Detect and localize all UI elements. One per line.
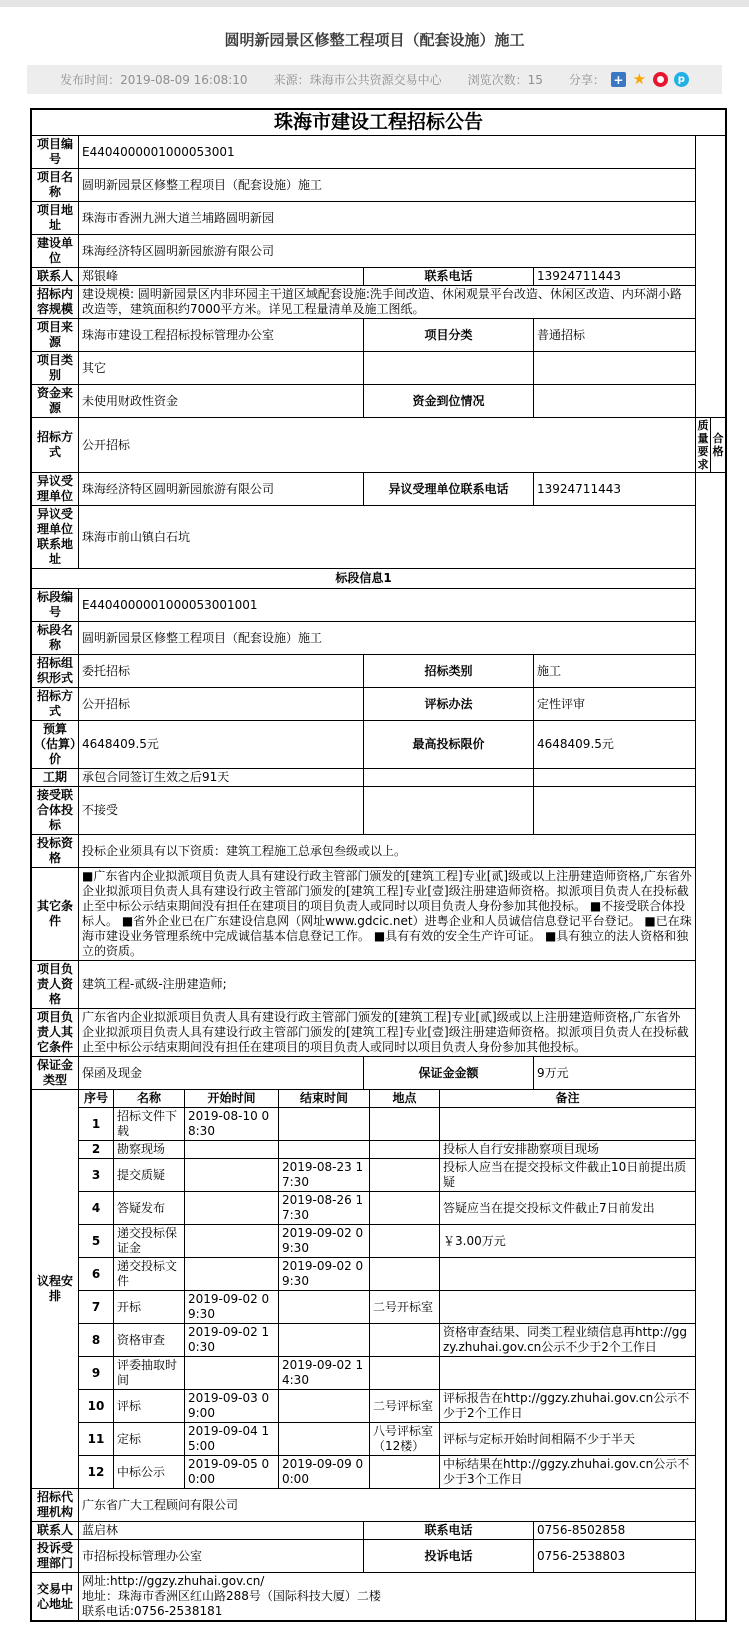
row-duration-label: 工期 [32,769,79,786]
row-bidder-qualification [32,835,695,868]
schedule-row [79,1357,695,1390]
schedule-cell: 3 [79,1159,114,1191]
row-bid-method-quality-value: 公开招标 [82,437,131,452]
row-bid-method-value: 公开招标 [79,688,364,720]
schedule-row [79,1390,695,1423]
schedule-row [79,1324,695,1357]
row-pm-other-conditions [32,1009,695,1057]
row-budget-price-label2: 最高投标限价 [364,721,534,768]
row-bid-organization-label: 招标组织形式 [32,655,79,687]
quality-requirement-value: 合格 [712,432,724,458]
section-lot-info: 标段信息1 [32,569,695,589]
row-budget-price [32,721,695,769]
row-project-category-label: 项目类别 [32,352,79,384]
schedule-cell: 投标人应当在提交投标文件截止10日前提出质疑 [443,1160,687,1189]
row-bid-method-label2: 评标办法 [364,688,534,720]
row-objection-address-value: 珠海市前山镇白石坑 [82,529,191,544]
schedule-cell [440,1291,695,1323]
meta-bar [27,65,722,94]
row-project-source-value: 珠海市建设工程招标投标管理办公室 [79,319,364,351]
schedule-cell: 答疑发布 [114,1192,185,1224]
share-label: 分享： [568,73,605,87]
row-complaint-dept-value: 市招标投标管理办公室 [79,1540,364,1572]
schedule-cell: 10 [79,1390,114,1422]
schedule-header-row [79,1090,695,1108]
row-duration-label2 [364,769,534,786]
schedule-cell: 2019-09-02 09:30 [279,1225,370,1257]
notice-title: 珠海市建设工程招标公告 [32,110,725,136]
schedule-row [79,1141,695,1159]
top-strip [0,0,749,7]
schedule-cell: 2019-09-03 09:00 [185,1390,279,1422]
row-consortium-value: 不接受 [79,787,364,834]
quality-cells [696,417,725,473]
schedule-cell: 八号评标室（12楼） [370,1423,440,1455]
row-agency [32,1489,695,1522]
page-title: 圆明新园景区修整工程项目（配套设施）施工 [224,31,525,49]
row-project-address-label: 项目地址 [32,202,79,234]
schedule-cell [370,1456,440,1488]
row-lot-code-value: E4404000001000053001001 [82,597,258,612]
share-weibo-icon[interactable] [653,72,668,87]
row-project-name-label: 项目名称 [32,169,79,201]
row-objection-address-label: 异议受理单位联系地址 [32,506,79,568]
row-bid-method-value2: 定性评审 [537,696,586,711]
row-project-source-value2: 普通招标 [537,327,586,342]
row-bid-method-quality-label: 招标方式 [32,418,79,472]
row-agency-label: 招标代理机构 [32,1489,79,1521]
schedule-cell: 2 [79,1141,114,1158]
row-lot-name-value: 圆明新园景区修整工程项目（配套设施）施工 [82,630,323,645]
schedule-cell: 提交质疑 [114,1159,185,1191]
schedule-row [79,1108,695,1141]
row-bid-method-quality [32,418,695,473]
schedule-cell [440,1357,695,1389]
row-complaint-dept-value2: 0756-2538803 [537,1548,626,1563]
schedule-cell [185,1225,279,1257]
row-project-category-label2 [364,352,534,384]
schedule-cell: 7 [79,1291,114,1323]
row-construction-unit [32,235,695,268]
row-fund-source-value2 [534,385,695,417]
schedule-cell: 评委抽取时间 [114,1357,185,1389]
schedule-cell: 评标报告在http://ggzy.zhuhai.gov.cn公示不少于2个工作日 [443,1391,690,1420]
row-center-address-label: 交易中心地址 [32,1573,79,1620]
row-agency-contact-value2: 0756-8502858 [537,1523,626,1537]
schedule-header-cell: 备注 [555,1091,580,1105]
schedule-cell: 中标公示 [114,1456,185,1488]
view-count: 浏览次数：15 [467,73,543,87]
row-deposit-value: 保函及现金 [79,1057,364,1089]
row-pm-qualification [32,961,695,1009]
schedule-cell [279,1291,370,1323]
row-budget-price-value: 4648409.5元 [79,721,364,768]
schedule-cell: 2019-08-26 17:30 [279,1192,370,1224]
schedule-cell: 招标文件下载 [114,1108,185,1140]
schedule-cell [370,1192,440,1224]
row-consortium-label: 接受联合体投标 [32,787,79,834]
schedule-cell [370,1324,440,1356]
publish-time: 发布时间：2019-08-09 16:08:10 [60,73,248,87]
row-fund-source-label: 资金来源 [32,385,79,417]
row-duration-value2 [534,769,695,786]
row-contact-value: 郑银峰 [79,268,364,285]
schedule-cell [370,1258,440,1290]
row-bid-organization-label2: 招标类别 [364,655,534,687]
schedule-cell: 评标 [114,1390,185,1422]
row-other-conditions-label: 其它条件 [32,868,79,960]
schedule-header-cell: 结束时间 [279,1090,370,1107]
weibo-dot [657,76,664,83]
row-other-conditions-value: ■广东省内企业拟派项目负责人具有建设行政主管部门颁发的[建筑工程]专业[贰]级或以上注册建造师资格,广东省外企业拟派项目负责人具有建设行政主管部门颁发的[建筑工程]专业[壹]级注册建造师资格。拟派项目负责人在投标截止至中标公示结束期间没有担任在建项目的项目负责人或同时以项目负责人身份参加其他投标。 ■不接受联合体投标人。 ■省外企业已在广东建设信息网（网址www.gdcic.net）进粤企业和人员诚信信息登记平台登记。 ■已在珠海市建设业务管理系统中完成诚信基本信息登记工作。 ■具有有效的安全生产许可证。 ■具有独立的法人资格和独立的资质。 [82,869,692,958]
schedule-cell: 2019-09-02 14:30 [279,1357,370,1389]
row-bid-method-label: 招标方式 [32,688,79,720]
schedule-cell: 2019-08-23 17:30 [279,1159,370,1191]
schedule-cell: 1 [79,1108,114,1140]
row-lot-code [32,589,695,622]
schedule-cell: 9 [79,1357,114,1389]
schedule-cell: 二号评标室 [370,1390,440,1422]
row-project-name [32,169,695,202]
row-lot-name [32,622,695,655]
row-pm-qualification-label: 项目负责人资格 [32,961,79,1008]
row-budget-price-label: 预算（估算）价 [32,721,79,768]
schedule-cell [370,1357,440,1389]
row-construction-unit-value: 珠海经济特区圆明新园旅游有限公司 [82,243,275,258]
share-tencent-icon[interactable]: p [674,72,689,87]
schedule-cell: 12 [79,1456,114,1488]
schedule-cell: 6 [79,1258,114,1290]
row-project-source [32,319,695,352]
row-deposit-label2: 保证金金额 [364,1057,534,1089]
row-complaint-dept-label: 投诉受理部门 [32,1540,79,1572]
row-deposit-value2: 9万元 [537,1065,569,1080]
right-margin-column [695,136,725,1620]
row-bid-content-scale-value: 建设规模: 圆明新园景区内非环园主干道区域配套设施:洗手间改造、休闲观景平台改造、休闲区改造、内环湖小路改造等，建筑面积约7000平方米。详见工程量清单及施工图纸。 [82,287,682,316]
source: 来源：珠海市公共资源交易中心 [273,73,442,87]
schedule-header-cell: 名称 [114,1090,185,1107]
row-project-source-label2: 项目分类 [364,319,534,351]
row-fund-source [32,385,695,418]
notice-body [32,136,725,1620]
schedule-cell: 开标 [114,1291,185,1323]
schedule-cell [279,1141,370,1158]
row-lot-name-label: 标段名称 [32,622,79,654]
row-bid-content-scale [32,286,695,319]
schedule-cell [185,1258,279,1290]
row-pm-qualification-value: 建筑工程-贰级-注册建造师; [82,977,227,991]
row-complaint-dept [32,1540,695,1573]
notice-rows [32,136,695,1620]
row-bid-organization [32,655,695,688]
bid-notice-table [30,108,727,1622]
schedule-row [79,1159,695,1192]
row-agency-contact-value: 蓝启林 [79,1522,364,1539]
row-schedule-label: 议程安排 [32,1090,79,1488]
row-duration [32,769,695,787]
row-schedule-table [79,1090,695,1488]
row-pm-other-conditions-value: 广东省内企业拟派项目负责人具有建设行政主管部门颁发的[建筑工程]专业[贰]级或以上注册建造师资格,广东省外企业拟派项目负责人具有建设行政主管部门颁发的[建筑工程]专业[壹]级注册建造师资格。拟派项目负责人在投标截止至中标公示结束期间没有担任在建项目的项目负责人或同时以项目负责人身份参加其他投标。 [82,1010,689,1054]
schedule-cell: 评标与定标开始时间相隔不少于半天 [443,1431,636,1446]
row-bid-method [32,688,695,721]
row-project-address [32,202,695,235]
schedule-cell: 8 [79,1324,114,1356]
row-agency-value: 广东省广大工程顾问有限公司 [82,1497,239,1512]
schedule-cell: 中标结果在http://ggzy.zhuhai.gov.cn公示不少于3个工作日 [443,1457,690,1486]
schedule-cell [370,1141,440,1158]
schedule-cell: 2019-08-10 08:30 [185,1108,279,1140]
row-deposit [32,1057,695,1090]
row-project-address-value: 珠海市香洲九洲大道兰埔路圆明新园 [82,210,275,225]
schedule-cell: 2019-09-05 00:00 [185,1456,279,1488]
schedule-cell [370,1108,440,1140]
row-center-address-line: 地址：珠海市香洲区红山路288号（国际科技大厦）二楼 [82,1589,381,1603]
schedule-cell: 4 [79,1192,114,1224]
schedule-cell: 递交投标文件 [114,1258,185,1290]
row-objection-unit-label: 异议受理单位 [32,473,79,505]
row-duration-value: 承包合同签订生效之后91天 [79,769,364,786]
row-center-address-line: 联系电话:0756-2538181 [82,1604,223,1618]
row-schedule [32,1090,695,1489]
row-project-name-value: 圆明新园景区修整工程项目（配套设施）施工 [82,177,323,192]
schedule-row [79,1225,695,1258]
row-bid-content-scale-label: 招标内容规模 [32,286,79,318]
schedule-cell: 投标人自行安排勘察项目现场 [443,1142,600,1156]
schedule-cell: 2019-09-04 15:00 [185,1423,279,1455]
row-project-category-value2 [534,352,695,384]
row-project-code [32,136,695,169]
row-complaint-dept-label2: 投诉电话 [364,1540,534,1572]
schedule-cell: 资格审查结果、同类工程业绩信息再http://ggzy.zhuhai.gov.cn公示不少于2个工作日 [443,1325,687,1354]
schedule-cell: 11 [79,1423,114,1455]
schedule-cell: 答疑应当在提交投标文件截止7日前发出 [443,1200,655,1215]
share-group [569,71,689,88]
row-consortium [32,787,695,835]
schedule-cell [440,1258,695,1290]
row-deposit-label: 保证金类型 [32,1057,79,1089]
share-star-icon[interactable]: ★ [632,70,647,88]
row-bidder-qualification-value: 投标企业须具有以下资质：建筑工程施工总承包叁级或以上。 [82,843,407,858]
row-objection-unit-value2: 13924711443 [537,481,621,496]
schedule-cell: 递交投标保证金 [114,1225,185,1257]
row-objection-unit [32,473,695,506]
schedule-cell: ￥3.00万元 [443,1233,506,1248]
schedule-cell: 资格审查 [114,1324,185,1356]
schedule-cell: 2019-09-02 09:30 [185,1291,279,1323]
row-consortium-value2 [534,787,695,834]
row-project-code-value: E4404000001000053001 [82,144,235,159]
row-contact [32,268,695,286]
schedule-cell [370,1159,440,1191]
schedule-row [79,1423,695,1456]
row-center-address-line: 网址:http://ggzy.zhuhai.gov.cn/ [82,1574,265,1588]
row-agency-contact-label2: 联系电话 [364,1522,534,1539]
row-pm-other-conditions-label: 项目负责人其它条件 [32,1009,79,1056]
schedule-cell: 2019-09-02 10:30 [185,1324,279,1356]
schedule-cell: 2019-09-09 00:00 [279,1456,370,1488]
row-bidder-qualification-label: 投标资格 [32,835,79,867]
row-agency-contact [32,1522,695,1540]
schedule-cell [185,1192,279,1224]
row-objection-unit-value: 珠海经济特区圆明新园旅游有限公司 [79,473,364,505]
quality-requirement-label: 质量要求 [696,418,711,472]
schedule-cell [440,1108,695,1140]
row-other-conditions [32,868,695,961]
schedule-cell [279,1390,370,1422]
schedule-row [79,1291,695,1324]
row-project-category [32,352,695,385]
schedule-cell: 二号开标室 [370,1291,440,1323]
row-budget-price-value2: 4648409.5元 [537,737,614,751]
schedule-cell: 5 [79,1225,114,1257]
row-project-category-value: 其它 [79,352,364,384]
schedule-row [79,1258,695,1291]
schedule-cell [279,1108,370,1140]
row-fund-source-value: 未使用财政性资金 [79,385,364,417]
schedule-row [79,1192,695,1225]
share-more-icon[interactable]: + [611,72,626,87]
row-fund-source-label2: 资金到位情况 [364,385,534,417]
row-bid-organization-value: 委托招标 [79,655,364,687]
row-center-address [32,1573,695,1620]
schedule-header-cell: 开始时间 [185,1090,279,1107]
row-contact-label2: 联系电话 [364,268,534,285]
row-center-address-value [79,1573,695,1620]
schedule-cell [370,1225,440,1257]
schedule-cell [185,1357,279,1389]
schedule-header-cell: 序号 [79,1090,114,1107]
row-consortium-label2 [364,787,534,834]
schedule-cell [185,1141,279,1158]
schedule-cell: 定标 [114,1423,185,1455]
row-objection-address [32,506,695,569]
schedule-header-cell: 地点 [370,1090,440,1107]
schedule-row [79,1456,695,1488]
row-lot-code-label: 标段编号 [32,589,79,621]
schedule-cell: 2019-09-02 09:30 [279,1258,370,1290]
row-contact-label: 联系人 [32,268,79,285]
schedule-cell [185,1159,279,1191]
schedule-cell [279,1423,370,1455]
row-agency-contact-label: 联系人 [32,1522,79,1539]
row-construction-unit-label: 建设单位 [32,235,79,267]
row-project-source-label: 项目来源 [32,319,79,351]
schedule-cell: 勘察现场 [114,1141,185,1158]
row-project-code-label: 项目编号 [32,136,79,168]
row-objection-unit-label2: 异议受理单位联系电话 [364,473,534,505]
row-contact-value2: 13924711443 [537,269,621,283]
schedule-cell [279,1324,370,1356]
row-bid-organization-value2: 施工 [537,663,562,678]
